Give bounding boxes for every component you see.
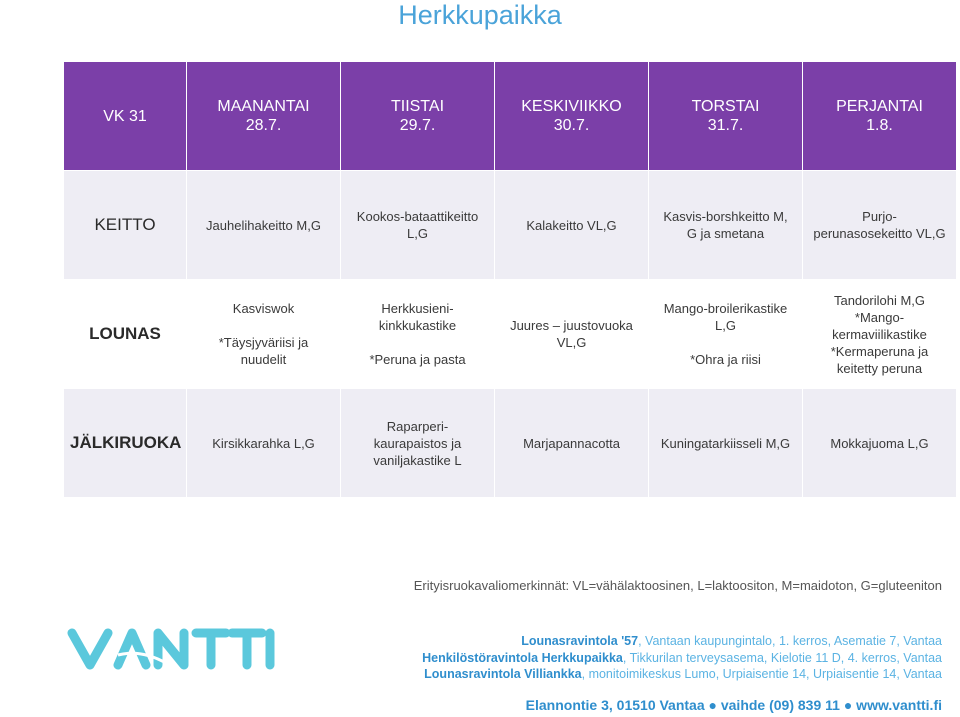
dish-cell xyxy=(495,171,649,280)
dish-cell xyxy=(187,171,341,280)
menu-row-lounas xyxy=(64,280,957,389)
dish-line: Kasvis-borshkeitto M, xyxy=(663,209,788,224)
dish-cell xyxy=(803,171,957,280)
dish-line: vaniljakastike L xyxy=(373,452,462,468)
dish-line: nuudelit xyxy=(240,352,287,367)
dish-line: *Mango- xyxy=(854,309,905,325)
dish-cell xyxy=(649,389,803,498)
category-label: KEITTO xyxy=(64,171,187,280)
dish-line: perunasosekeitto VL,G xyxy=(813,226,946,241)
dish-cell xyxy=(649,280,803,389)
category-label: LOUNAS xyxy=(64,280,187,389)
dish-line: Juures – juustovuoka xyxy=(510,318,633,333)
dish-line: kinkkukastike xyxy=(378,318,457,333)
restaurant-addresses xyxy=(342,633,942,683)
dish-line: Raparperi- xyxy=(386,418,449,434)
dish-line: Kookos-bataattikeitto xyxy=(356,209,479,224)
dish-line: Herkkusieni- xyxy=(381,301,454,316)
address-line: Henkilöstöravintola Herkkupaikka, Tikkurilan terveysasema, Kielotie 11 D, 4. kerros, Vantaa xyxy=(422,650,942,665)
dish-line: Marjapannacotta xyxy=(523,435,620,451)
day-header-thursday: TORSTAI 31.7. xyxy=(649,62,803,171)
dish-line xyxy=(193,317,334,334)
dish-line: *Täysjyväriisi ja xyxy=(218,335,309,350)
contact-footer: Elannontie 3, 01510 Vantaa ● vaihde (09) 839 11 ● www.vantti.fi xyxy=(525,697,942,713)
dish-cell xyxy=(803,389,957,498)
dish-line: Mokkajuoma L,G xyxy=(830,435,929,451)
dish-cell xyxy=(495,389,649,498)
dish-line xyxy=(347,334,488,351)
dish-line: *Kermaperuna ja xyxy=(830,343,929,359)
day-header-friday: PERJANTAI 1.8. xyxy=(803,62,957,171)
dish-line: *Ohra ja riisi xyxy=(690,352,761,367)
dish-cell xyxy=(341,280,495,389)
address-line: Lounasravintola '57, Vantaan kaupungintalo, 1. kerros, Asematie 7, Vantaa xyxy=(521,634,942,648)
dish-line: Tandorilohi M,G xyxy=(833,292,926,308)
address-line: Lounasravintola Villiankka, monitoimikeskus Lumo, Urpiaisentie 14, Urpiaisentie 14, Vantaa xyxy=(424,667,942,681)
dish-cell xyxy=(341,171,495,280)
dish-line: Mango-broilerikastike xyxy=(663,301,788,316)
dish-line: L,G xyxy=(407,226,428,241)
dish-line: kermaviilikastike xyxy=(832,326,927,342)
dish-line: Kalakeitto VL,G xyxy=(526,217,617,233)
category-label: JÄLKIRUOKA xyxy=(64,389,187,498)
dish-line: Purjo- xyxy=(862,209,897,224)
dish-line: kaurapaistos ja xyxy=(373,435,462,451)
dish-cell xyxy=(341,389,495,498)
dish-line xyxy=(655,334,796,351)
day-header-wednesday: KESKIVIIKKO 30.7. xyxy=(495,62,649,171)
dish-line: Kuningatarkiisseli M,G xyxy=(660,435,791,451)
menu-row-jalkiruoka xyxy=(64,389,957,498)
dish-cell xyxy=(187,389,341,498)
dish-line: G ja smetana xyxy=(686,226,765,241)
dish-line: L,G xyxy=(715,318,736,333)
dish-line: keitetty peruna xyxy=(836,360,923,376)
page-title: Herkkupaikka xyxy=(398,0,562,30)
week-label: VK 31 xyxy=(64,62,187,171)
dish-cell xyxy=(803,280,957,389)
menu-header-row xyxy=(64,62,957,171)
dish-line: VL,G xyxy=(556,335,587,350)
dish-line: *Peruna ja pasta xyxy=(369,352,466,367)
dish-cell xyxy=(187,280,341,389)
menu-table xyxy=(63,61,957,498)
dish-line: Jauhelihakeitto M,G xyxy=(206,217,321,233)
dish-cell xyxy=(495,280,649,389)
menu-row-keitto xyxy=(64,171,957,280)
dish-line: Kirsikkarahka L,G xyxy=(212,435,315,451)
diet-legend: Erityisruokavaliomerkinnät: VL=vähälaktoosinen, L=laktoositon, M=maidoton, G=gluteeniton xyxy=(413,578,942,593)
dish-line: Kasviswok xyxy=(232,301,295,316)
day-header-monday: MAANANTAI 28.7. xyxy=(187,62,341,171)
day-header-tuesday: TIISTAI 29.7. xyxy=(341,62,495,171)
dish-cell xyxy=(649,171,803,280)
vantti-logo xyxy=(66,625,276,675)
